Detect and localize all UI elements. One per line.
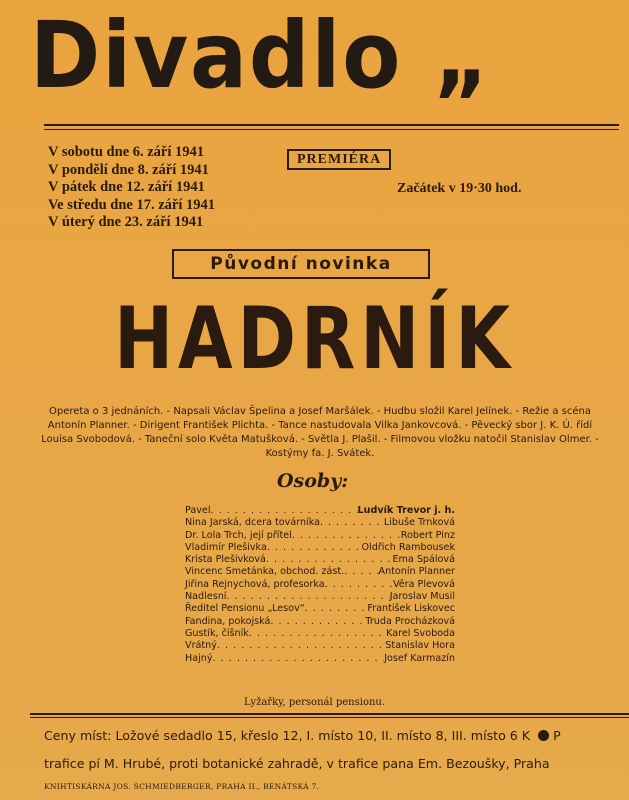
date-line: V pondělí dne 8. září 1941 <box>48 161 209 178</box>
cast-row <box>185 505 455 517</box>
leader-dots <box>210 505 357 517</box>
cast-actor: Oldřich Rambousek <box>361 541 455 553</box>
cast-row <box>185 517 455 529</box>
ticket-sales-info: trafice pí M. Hrubé, proti botanické zahradě, v trafice pana Em. Bezoušky, Praha <box>44 756 550 771</box>
ticket-prices <box>44 728 629 743</box>
cast-row <box>185 530 455 542</box>
cast-role: Vincenc Smetánka, obchod. zást. <box>185 566 345 578</box>
cast-role: Fandina, pokojská <box>185 615 271 627</box>
cast-actor: Ludvík Trevor j. h. <box>357 505 455 516</box>
cast-row <box>185 554 455 566</box>
leader-dots <box>226 591 389 603</box>
premiere-badge: PREMIÉRA <box>287 149 391 170</box>
divider-top-2 <box>44 129 619 130</box>
cast-row <box>185 640 455 652</box>
leader-dots <box>305 603 368 615</box>
leader-dots <box>213 653 385 665</box>
cast-actor: Robert Pinz <box>400 529 455 541</box>
bullet-icon <box>538 730 549 741</box>
cast-role: Krista Plešivková <box>185 554 266 566</box>
date-line: V sobotu dne 6. září 1941 <box>48 144 205 160</box>
cast-list <box>185 505 455 665</box>
cast-role: Gustík, číšník <box>185 627 249 639</box>
cast-actor: Jaroslav Musil <box>389 591 455 603</box>
date-line: Ve středu dne 17. září 1941 <box>48 196 216 213</box>
cast-actor: Věra Plevová <box>392 578 455 590</box>
cast-row <box>185 579 455 591</box>
cast-row <box>185 603 455 615</box>
cast-heading: Osoby: <box>277 470 349 492</box>
performance-dates <box>48 144 215 232</box>
cast-role: Nadlesní <box>185 591 227 603</box>
play-title: HADRNÍK <box>114 289 515 389</box>
cast-role: Ředitel Pensionu „Lesov“ <box>185 603 305 615</box>
cast-role: Vladimír Plešivka <box>185 541 267 553</box>
leader-dots <box>320 517 384 529</box>
cast-role: Dr. Lola Trch, její přítel <box>185 529 292 541</box>
extras-note: Lyžařky, personál pensionu. <box>243 697 386 708</box>
divider-top-1 <box>44 124 619 126</box>
cast-row <box>185 566 455 578</box>
date-line: V úterý dne 23. září 1941 <box>48 214 204 230</box>
cast-role: Vrátný <box>185 640 217 652</box>
cast-role: Nina Jarská, dcera továrníka <box>185 517 320 529</box>
prices-text: Ceny míst: Ložové sedadlo 15, křeslo 12, I. místo 10, II. místo 8, III. místo 6 K <box>44 728 531 743</box>
cast-row <box>185 628 455 640</box>
cast-actor: Stanislav Hora <box>385 640 455 652</box>
leader-dots <box>249 628 386 640</box>
cast-actor: Josef Karmazín <box>384 652 455 664</box>
poster-title: Divadlo „ <box>30 2 491 109</box>
cast-role: Pavel <box>185 505 211 516</box>
cast-row <box>185 591 455 603</box>
cast-row <box>185 653 455 665</box>
start-time: Začátek v 19·30 hod. <box>397 181 522 196</box>
novelty-badge <box>172 249 430 279</box>
cast-row <box>185 542 455 554</box>
prices-tail: P <box>553 728 561 743</box>
printer-imprint: KNIHTISKÁRNA JOS. SCHMIEDBERGER, PRAHA II., BENÁTSKÁ 7. <box>44 782 320 791</box>
novelty-label: Původní novinka <box>210 254 392 274</box>
cast-role: Hajný <box>185 652 213 664</box>
divider-bottom-2 <box>30 717 629 718</box>
cast-actor: Antonín Planner <box>378 566 455 578</box>
leader-dots <box>325 579 393 591</box>
cast-row <box>185 616 455 628</box>
cast-actor: Ema Spálová <box>392 554 455 566</box>
cast-role: Jiřina Rejnychová, profesorka <box>185 578 325 590</box>
leader-dots <box>217 640 385 652</box>
cast-actor: Karel Svoboda <box>386 627 455 639</box>
leader-dots <box>292 530 401 542</box>
cast-actor: Truda Procházková <box>365 615 455 627</box>
credits-text: Opereta o 3 jednáních. - Napsali Václav Špelina a Josef Maršálek. - Hudbu složil Karel Jelínek. - Režie a scéna Antonín Planner. - Dirigent František Plichta. - Tance nastudovala Vilka Jankovcová. - Pěvecký sbor J. K. Ú. řídí Louisa Svobodová. - Taneční solo Květa Matušková. - Světla J. Plašil. - Filmovou vložku natočil Stanislav Olmer. - Kostýmy fa. J. Svátek. <box>41 406 599 459</box>
cast-actor: František Liskovec <box>367 603 455 615</box>
leader-dots <box>270 616 365 628</box>
cast-actor: Libuše Trnková <box>383 517 455 529</box>
divider-bottom-1 <box>30 713 629 715</box>
leader-dots <box>267 542 362 554</box>
leader-dots <box>266 554 393 566</box>
leader-dots <box>344 566 378 578</box>
date-line: V pátek dne 12. září 1941 <box>48 179 205 195</box>
